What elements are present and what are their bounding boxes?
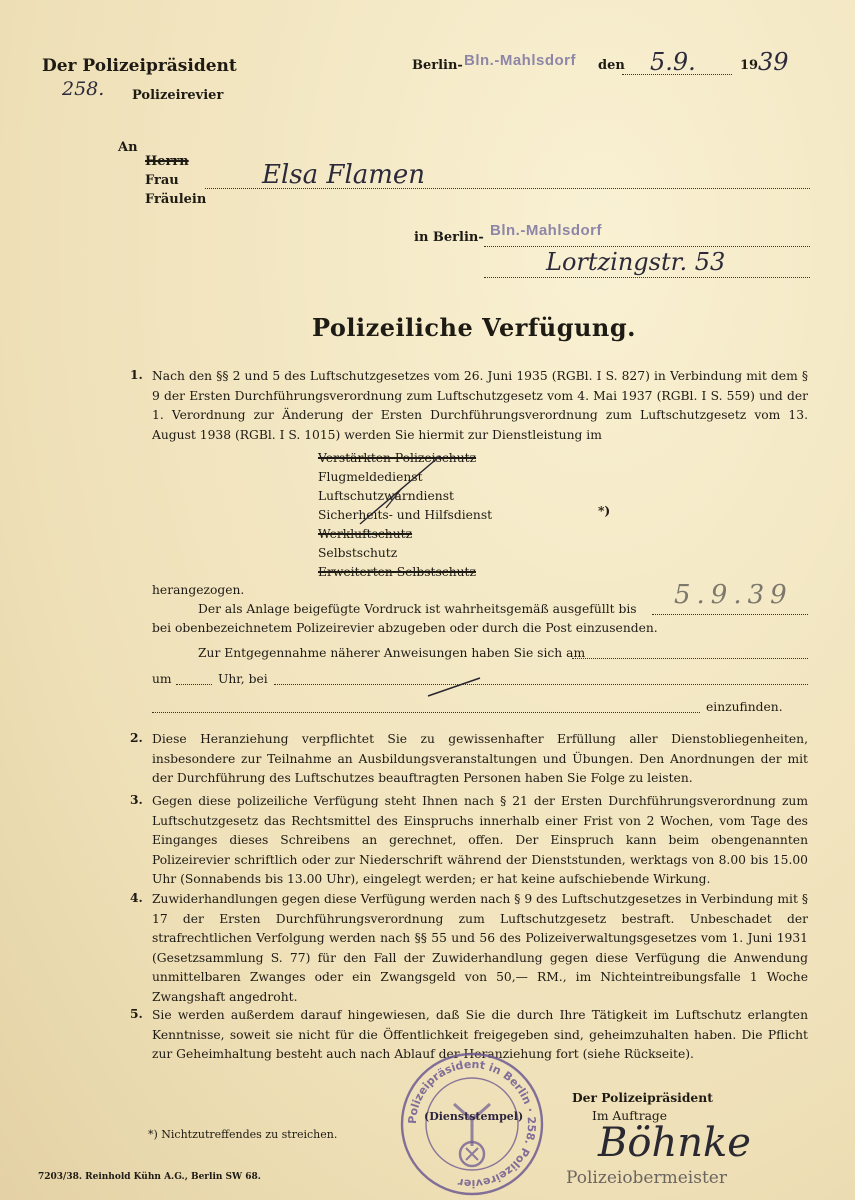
district-stamp: Bln.-Mahlsdorf bbox=[490, 222, 602, 239]
location-line-1 bbox=[274, 684, 808, 685]
item-3-number: 3. bbox=[130, 792, 143, 807]
form-deadline-line bbox=[652, 614, 808, 615]
issuing-authority: Der Polizeipräsident bbox=[42, 56, 237, 76]
item-2-text: Diese Heranziehung verpflichtet Sie zu gewissenhafter Erfüllung aller Dienstobliegenheiten, insbesondere zur Teilnahme an Ausbildungsveranstaltungen und Übungen. Den Anordnungen der mit der Durchführung des Luftschutzes beauftragten Personen haben Sie Folge zu leisten. bbox=[152, 732, 808, 785]
form-deadline: 5.9.39 bbox=[674, 580, 793, 610]
time-line bbox=[176, 684, 212, 685]
service-verstaerkter-polizeischutz: Verstärkten Polizeischutz bbox=[318, 451, 477, 465]
instructions-date-line bbox=[572, 658, 808, 659]
service-luftschutzwarndienst: Luftschutzwarndienst bbox=[318, 489, 454, 503]
precinct-number: 258. bbox=[62, 78, 105, 100]
service-flugmeldedienst: Flugmeldedienst bbox=[318, 470, 423, 484]
item-5-text: Sie werden außerdem darauf hingewiesen, daß Sie die durch Ihre Tätigkeit im Luftschutz erlangten Kenntnisse, soweit sie nicht für die Öffentlichkeit freigegeben sind, geheimzuhalten haben. Die Pflicht zur Geheimhaltung besteht auch nach Ablauf der Heranziehung fort (siehe Rückseite). bbox=[152, 1008, 808, 1061]
city-label: Berlin- bbox=[412, 58, 463, 73]
signature-authority: Der Polizeipräsident bbox=[572, 1090, 713, 1105]
service-erweiterter-selbstschutz: Erweiterten Selbstschutz bbox=[318, 565, 476, 579]
recipient-name: Elsa Flamen bbox=[262, 160, 426, 190]
district-line bbox=[484, 246, 810, 247]
salutation-herrn: Herrn bbox=[145, 154, 189, 169]
item-1-number: 1. bbox=[130, 367, 143, 382]
stamp-graphic bbox=[398, 1050, 546, 1198]
document-title: Polizeiliche Verfügung. bbox=[312, 313, 637, 342]
signature-rank: Polizeiobermeister bbox=[566, 1168, 727, 1188]
year-prefix: 19 bbox=[740, 58, 759, 73]
conscripted-label: herangezogen. bbox=[152, 583, 245, 597]
date-value: 5.9. bbox=[650, 48, 696, 76]
pencil-strike-marks bbox=[330, 452, 450, 532]
service-sicherheits-hilfsdienst: Sicherheits- und Hilfsdienst bbox=[318, 508, 493, 522]
year-suffix: 39 bbox=[758, 48, 789, 76]
location-line-2 bbox=[152, 712, 700, 713]
item-3-text: Gegen diese polizeiliche Verfügung steht Ihnen nach § 21 der Ersten Durchführungsverordnung zum Luftschutzgesetz das Rechtsmittel des Einspruchs innerhalb einer Frist von 2 Wochen, vom Tage des Einganges dieses Schreibens an gerechnet, offen. Der Einspruch kann beim obengenannten Polizeirevier schriftlich oder zur Niederschrift während der Dienststunden, werktags von 8.00 bis 15.00 Uhr (Sonnabends bis 13.00 Uhr), eingelegt werden; er hat keine aufschiebende Wirkung. bbox=[152, 794, 808, 886]
official-stamp bbox=[398, 1050, 546, 1198]
footnote-mark: *) bbox=[598, 503, 611, 518]
submit-text: bei obenbezeichnetem Polizeirevier abzugeben oder durch die Post einzusenden. bbox=[152, 621, 658, 635]
item-4-text: Zuwiderhandlungen gegen diese Verfügung werden nach § 9 des Luftschutzgesetzes in Verbindung mit § 17 der Ersten Durchführungsverordnung zum Luftschutzgesetz bestraft. Unbeschadet der strafrechtlichen Verfolgung werden nach §§ 55 und 56 des Polizeiverwaltungsgesetzes vom 1. Juni 1931 (Gesetzsammlung S. 77) für den Fall der Zuwiderhandlung gegen diese Verfügung die Anwendung unmittelbaren Zwanges oder ein Zwangsgeld von 50,— RM., im Nichteintreibungsfalle 1 Woche Zwangshaft angedroht. bbox=[152, 892, 808, 1004]
in-berlin-label: in Berlin- bbox=[414, 230, 484, 245]
instructions-text: Zur Entgegennahme näherer Anweisungen haben Sie sich am bbox=[198, 646, 586, 660]
form-text: Der als Anlage beigefügte Vordruck ist wahrheitsgemäß ausgefüllt bis bbox=[198, 602, 637, 616]
signature-on-behalf: Im Auftrage bbox=[592, 1109, 668, 1123]
footnote-text: *) Nichtzutreffendes zu streichen. bbox=[148, 1128, 338, 1141]
recipient-street: Lortzingstr. 53 bbox=[546, 248, 726, 276]
service-werkluftschutz: Werkluftschutz bbox=[318, 527, 413, 541]
item-4-number: 4. bbox=[130, 890, 143, 905]
pencil-dash-mark bbox=[420, 672, 490, 702]
salutation-fraeulein: Fräulein bbox=[145, 192, 207, 207]
handwritten-signature: Böhnke bbox=[598, 1120, 751, 1166]
street-line bbox=[484, 277, 810, 278]
item-2-number: 2. bbox=[130, 730, 143, 745]
uhr-label: Uhr, bei bbox=[218, 672, 268, 686]
report-label: einzufinden. bbox=[706, 700, 783, 714]
stamp-center-label: (Dienststempel) bbox=[424, 1110, 524, 1123]
stamp-ring-text: Polizeipräsident in Berlin · 258. Polizeirevier bbox=[405, 1057, 539, 1191]
salutation-frau: Frau bbox=[145, 173, 179, 188]
item-1-text: Nach den §§ 2 und 5 des Luftschutzgesetzes vom 26. Juni 1935 (RGBl. I S. 827) in Verbindung mit dem § 9 der Ersten Durchführungsverordnung zum Luftschutzgesetz vom 4. Mai 1937 (RGBl. I S. 559) und der 1. Verordnung zur Änderung der Ersten Durchführungsverordnung zum Luftschutzgesetz vom 13. August 1938 (RGBl. I S. 1015) werden Sie hiermit zur Dienstleistung im bbox=[152, 369, 808, 442]
city-stamp: Bln.-Mahlsdorf bbox=[464, 52, 576, 69]
item-5-number: 5. bbox=[130, 1006, 143, 1021]
precinct-label: Polizeirevier bbox=[132, 88, 224, 103]
printer-imprint: 7203/38. Reinhold Kühn A.G., Berlin SW 68. bbox=[38, 1172, 261, 1182]
um-label: um bbox=[152, 672, 172, 686]
date-label: den bbox=[598, 58, 625, 73]
service-selbstschutz: Selbstschutz bbox=[318, 546, 398, 560]
an-label: An bbox=[118, 140, 138, 155]
